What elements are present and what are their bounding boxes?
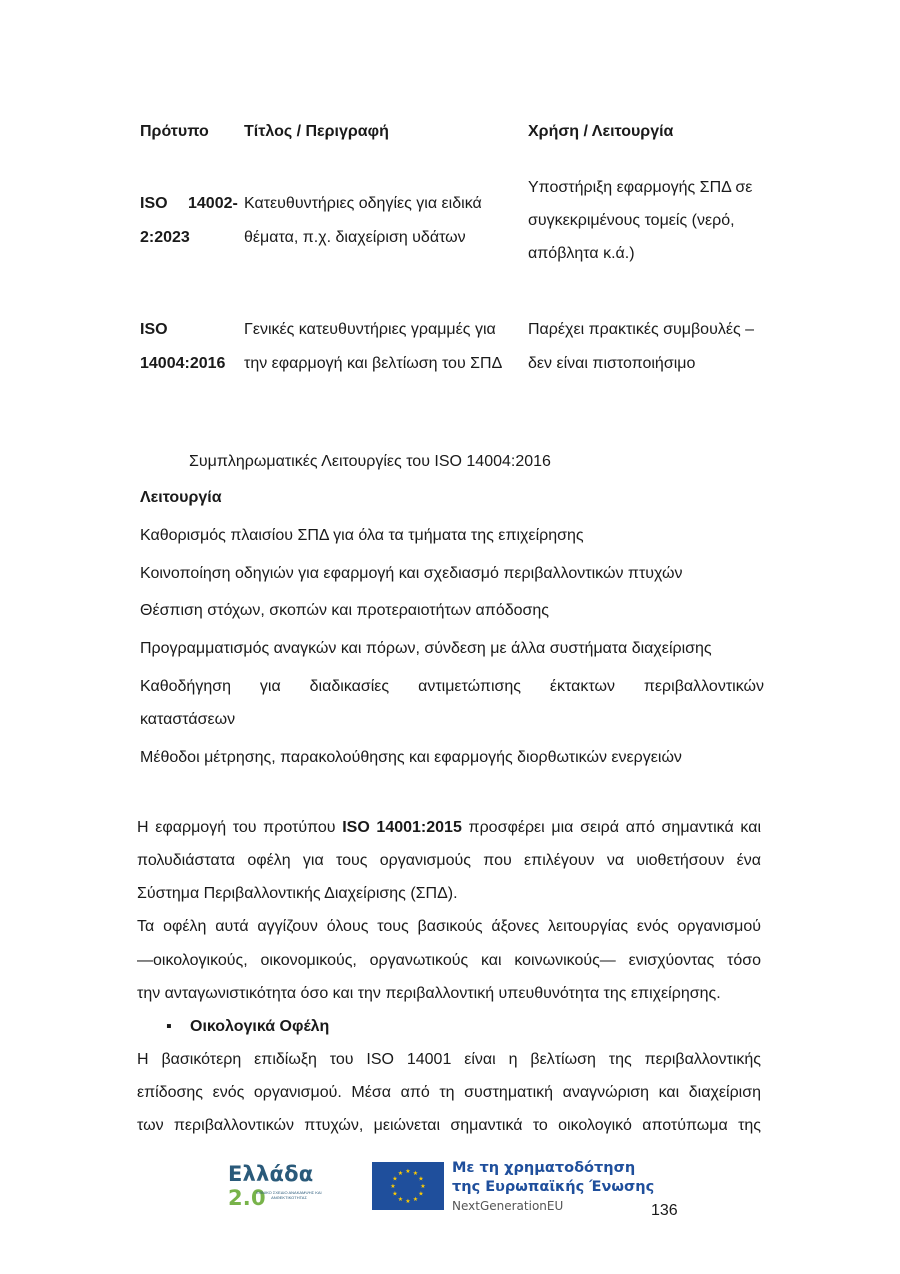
row2-standard-part2: 14004:2016: [140, 355, 226, 372]
paragraph-line: [137, 818, 761, 838]
paragraph-line: την ανταγωνιστικότητα όσο και την περιβαλλοντική υπευθυνότητα της επιχείρησης.: [137, 985, 721, 1002]
table-header-title: Τίτλος / Περιγραφή: [244, 123, 389, 140]
functions-header: Λειτουργία: [140, 489, 222, 506]
bullet-marker: ▪: [166, 1018, 172, 1035]
paragraph-line: Σύστημα Περιβαλλοντικής Διαχείρισης (ΣΠΔ).: [137, 885, 458, 902]
page-number: 136: [651, 1202, 678, 1219]
function-item: Προγραμματισμός αναγκών και πόρων, σύνδεση με άλλα συστήματα διαχείρισης: [140, 640, 712, 657]
function-item-continuation: καταστάσεων: [140, 711, 236, 728]
paragraph-text: Η εφαρμογή του προτύπου: [137, 819, 343, 836]
row2-title-line1: Γενικές κατευθυντήριες γραμμές για: [244, 321, 496, 338]
function-item: Θέσπιση στόχων, σκοπών και προτεραιοτήτων απόδοσης: [140, 602, 550, 619]
paragraph-text: προσφέρει μια σειρά από σημαντικά και: [461, 819, 762, 836]
row2-standard-part1: ISO: [140, 321, 168, 338]
function-item: Καθορισμός πλαισίου ΣΠΔ για όλα τα τμήματα της επιχείρησης: [140, 527, 584, 544]
paragraph-line: Η βασικότερη επιδίωξη του ISO 14001 είναι η βελτίωση της περιβαλλοντικής: [137, 1051, 761, 1068]
table-header-use: Χρήση / Λειτουργία: [528, 123, 674, 140]
eu-star-icon: ★: [420, 1184, 426, 1190]
function-item: Καθοδήγηση για διαδικασίες αντιμετώπισης έκτακτων περιβαλλοντικών: [140, 678, 764, 695]
eu-stars-icon: [372, 1162, 444, 1210]
eu-funding-line3: NextGenerationEU: [452, 1199, 564, 1213]
eu-star-icon: ★: [412, 1197, 419, 1203]
eu-star-icon: ★: [397, 1197, 404, 1203]
eu-star-icon: ★: [392, 1176, 398, 1183]
row1-standard-part1: ISO: [140, 195, 168, 212]
eu-star-icon: ★: [397, 1171, 404, 1177]
paragraph-bold-text: ISO 14001:2015: [342, 819, 462, 836]
ellada-2-0-logo: [228, 1160, 353, 1214]
paragraph-line: —οικολογικούς, οικονομικούς, οργανωτικούς και κοινωνικούς— ενισχύοντας τόσο: [137, 952, 761, 969]
eu-star-icon: ★: [390, 1184, 396, 1190]
eu-star-icon: ★: [405, 1199, 411, 1205]
paragraph-line: πολυδιάστατα οφέλη για τους οργανισμούς που επιλέγουν να υιοθετήσουν ένα: [137, 852, 761, 869]
eu-star-icon: ★: [418, 1191, 424, 1198]
ellada-logo-word: Ελλάδα: [228, 1162, 314, 1186]
row1-use-line2: συγκεκριμένους τομείς (νερό,: [528, 212, 735, 229]
row1-title-line1: Κατευθυντήριες οδηγίες για ειδικά: [244, 195, 482, 212]
page-footer: [0, 1160, 900, 1220]
eu-flag-icon: [372, 1162, 444, 1210]
ellada-logo-title: [228, 1162, 353, 1210]
row1-standard-part3: 2:2023: [140, 229, 190, 246]
eu-star-icon: ★: [418, 1176, 424, 1183]
paragraph-line: επίδοσης ενός οργανισμού. Μέσα από τη συστηματική αναγνώριση και διαχείριση: [137, 1084, 761, 1101]
row1-use-line1: Υποστήριξη εφαρμογής ΣΠΔ σε: [528, 179, 753, 196]
eu-star-icon: ★: [392, 1191, 398, 1198]
paragraph-line: των περιβαλλοντικών πτυχών, μειώνεται σημαντικά το οικολογικό αποτύπωμα της: [137, 1117, 761, 1134]
eu-funding-line1: Με τη χρηματοδότηση: [452, 1160, 636, 1176]
eu-star-icon: ★: [412, 1171, 419, 1177]
function-item: Κοινοποίηση οδηγιών για εφαρμογή και σχεδιασμό περιβαλλοντικών πτυχών: [140, 565, 683, 582]
row2-use-line2: δεν είναι πιστοποιήσιμο: [528, 355, 696, 372]
eu-star-icon: ★: [405, 1169, 411, 1175]
function-item: Μέθοδοι μέτρησης, παρακολούθησης και εφαρμογής διορθωτικών ενεργειών: [140, 749, 682, 766]
row1-title-line2: θέματα, π.χ. διαχείριση υδάτων: [244, 229, 466, 246]
row2-use-line1: Παρέχει πρακτικές συμβουλές –: [528, 321, 755, 338]
ellada-logo-number: 2.0: [228, 1186, 266, 1210]
functions-caption: Συμπληρωματικές Λειτουργίες του ISO 14004:2016: [189, 453, 551, 470]
row1-standard-part2: 14002-: [188, 195, 238, 212]
section-heading: Οικολογικά Οφέλη: [190, 1018, 330, 1035]
row2-title-line2: την εφαρμογή και βελτίωση του ΣΠΔ: [244, 355, 503, 372]
row1-use-line3: απόβλητα κ.ά.): [528, 245, 635, 262]
paragraph-line: Τα οφέλη αυτά αγγίζουν όλους τους βασικούς άξονες λειτουργίας ενός οργανισμού: [137, 918, 761, 935]
ellada-logo-subtitle: ΕΘΝΙΚΟ ΣΧΕΔΙΟ ΑΝΑΚΑΜΨΗΣ ΚΑΙ ΑΝΘΕΚΤΙΚΟΤΗΤΑΣ: [256, 1190, 322, 1200]
eu-funding-line2: της Ευρωπαϊκής Ένωσης: [452, 1179, 655, 1195]
table-header-standard: Πρότυπο: [140, 123, 209, 140]
